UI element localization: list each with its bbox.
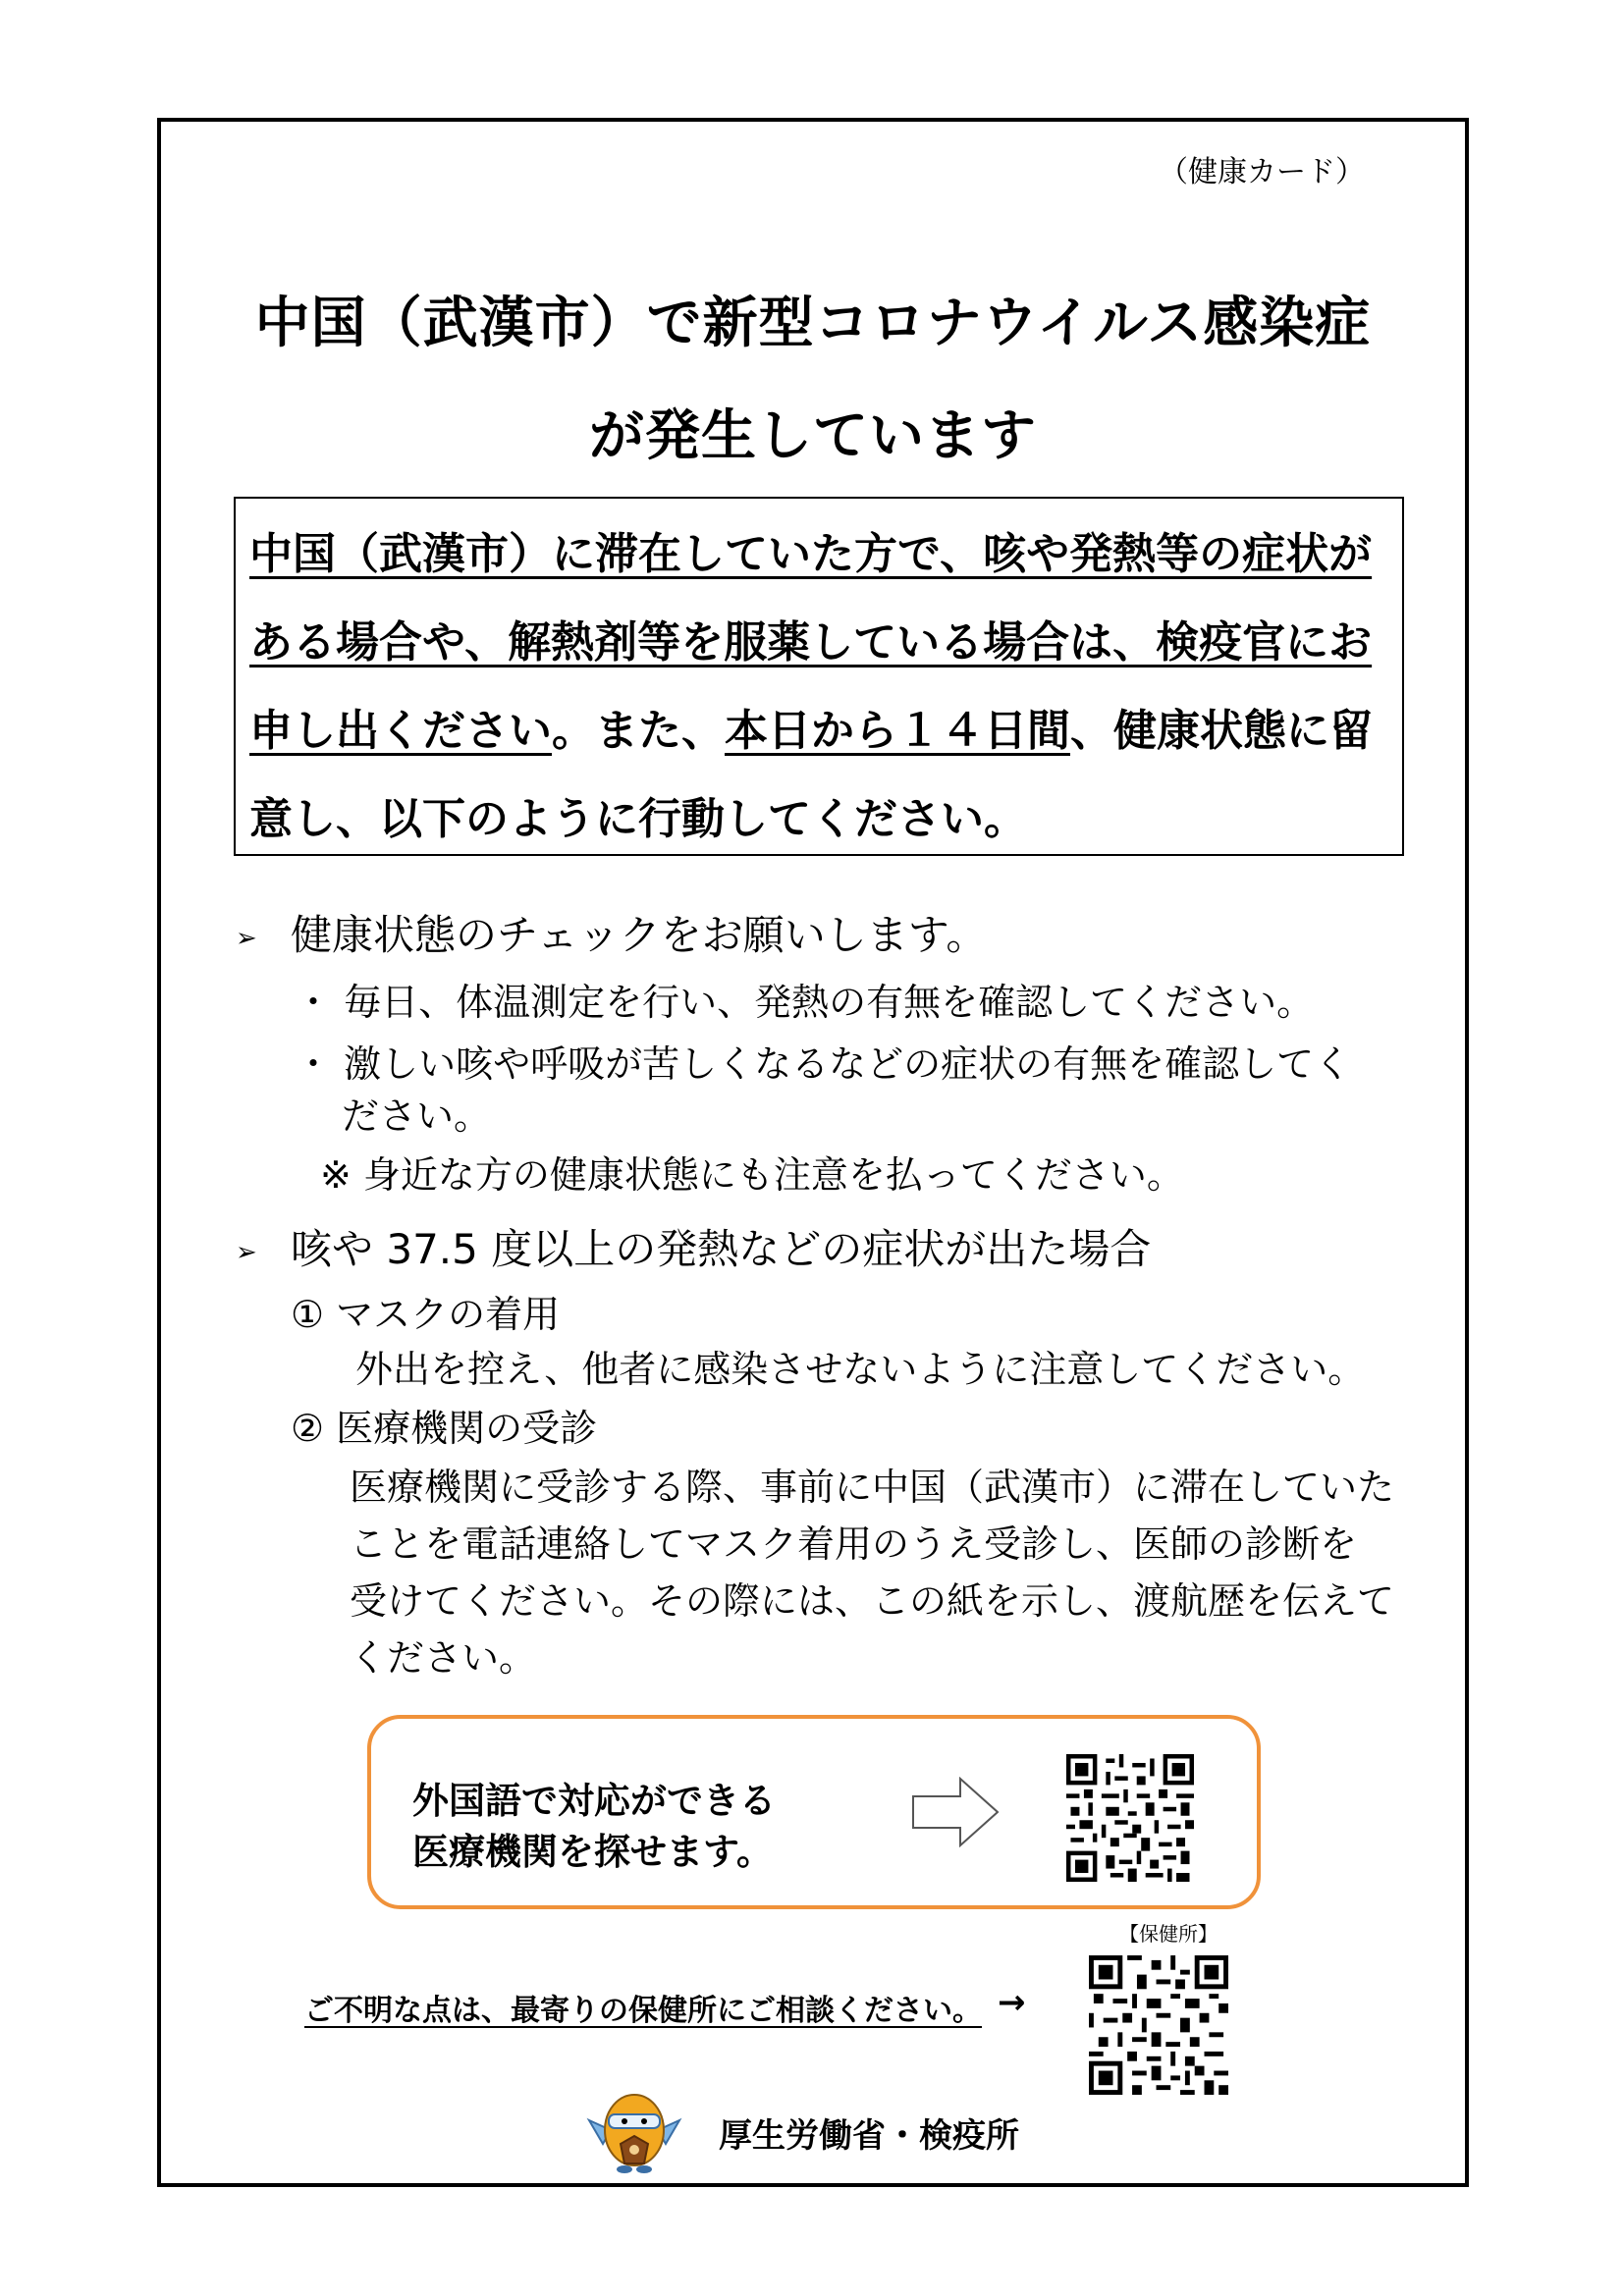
notice-line: [249, 510, 1390, 599]
section2-heading: 咳や 37.5 度以上の発熱などの症状が出た場合: [291, 1225, 1152, 1273]
arrowhead-bullet-icon: ➢: [236, 1237, 257, 1267]
section2-item1-title: ① マスクの着用: [291, 1293, 561, 1336]
notice-text: 、健康状態に留: [1070, 706, 1373, 756]
card-label: （健康カード）: [1159, 155, 1365, 189]
section2-item2-line4: ください。: [350, 1636, 537, 1680]
page-title-line2: が発生しています: [589, 404, 1037, 468]
right-arrow-text: →: [998, 1983, 1026, 2022]
section2-item2-title: ② 医療機関の受診: [291, 1407, 598, 1450]
section1-heading: 健康状態のチェックをお願いします。: [291, 911, 988, 959]
section1-heading-row: [236, 903, 987, 962]
consult-health-center-link[interactable]: ご不明な点は、最寄りの保健所にご相談ください。: [304, 1994, 982, 2028]
section1-note: ※ 身近な方の健康状態にも注意を払ってください。: [320, 1153, 1184, 1197]
section2-item2-line2: ことを電話連絡してマスク着用のうえ受診し、医師の診断を: [350, 1522, 1358, 1566]
notice-line: [249, 599, 1390, 687]
section1-bullet2-cont: ださい。: [342, 1095, 492, 1138]
quarantine-mascot-icon: [585, 2085, 683, 2175]
page-title-line1: 中国（武漢市）で新型コロナウイルス感染症: [254, 292, 1372, 355]
medical-institution-qr-code[interactable]: [1062, 1754, 1198, 1882]
section2-item2-line1: 医療機関に受診する際、事前に中国（武漢市）に滞在していた: [350, 1466, 1395, 1509]
notice-underlined-text: 中国（武漢市）に滞在していた方で、咳や発熱等の症状が: [249, 529, 1373, 579]
notice-text: 。また、: [552, 706, 725, 756]
section2-item2-line3: 受けてください。その際には、この紙を示し、渡航歴を伝えて: [350, 1579, 1395, 1623]
foreign-box-line2: 医療機関を探せます。: [412, 1831, 774, 1873]
right-arrow-icon: [911, 1777, 1000, 1847]
foreign-box-line1: 外国語で対応ができる: [412, 1780, 776, 1822]
notice-underlined-text: 申し出ください: [249, 706, 552, 756]
organization-name: 厚生労働省・検疫所: [719, 2116, 1019, 2156]
section2-item1-text: 外出を控え、他者に感染させないように注意してください。: [355, 1348, 1366, 1391]
notice-box: [234, 497, 1404, 856]
notice-line: 意し、以下のように行動してください。: [249, 794, 1027, 844]
section2-heading-row: [236, 1217, 1151, 1276]
section1-bullet2: ・ 激しい咳や呼吸が苦しくなるなどの症状の有無を確認してく: [295, 1042, 1352, 1086]
health-center-qr-code[interactable]: [1088, 1955, 1229, 2095]
notice-line: [249, 687, 1390, 775]
notice-underlined-text: ある場合や、解熱剤等を服薬している場合は、検疫官にお: [249, 617, 1373, 667]
arrowhead-bullet-icon: ➢: [236, 923, 257, 953]
section1-bullet1: ・ 毎日、体温測定を行い、発熱の有無を確認してください。: [295, 981, 1315, 1024]
health-center-qr-label: 【保健所】: [1119, 1922, 1218, 1946]
notice-underlined-text: 本日から１４日間: [725, 706, 1070, 756]
